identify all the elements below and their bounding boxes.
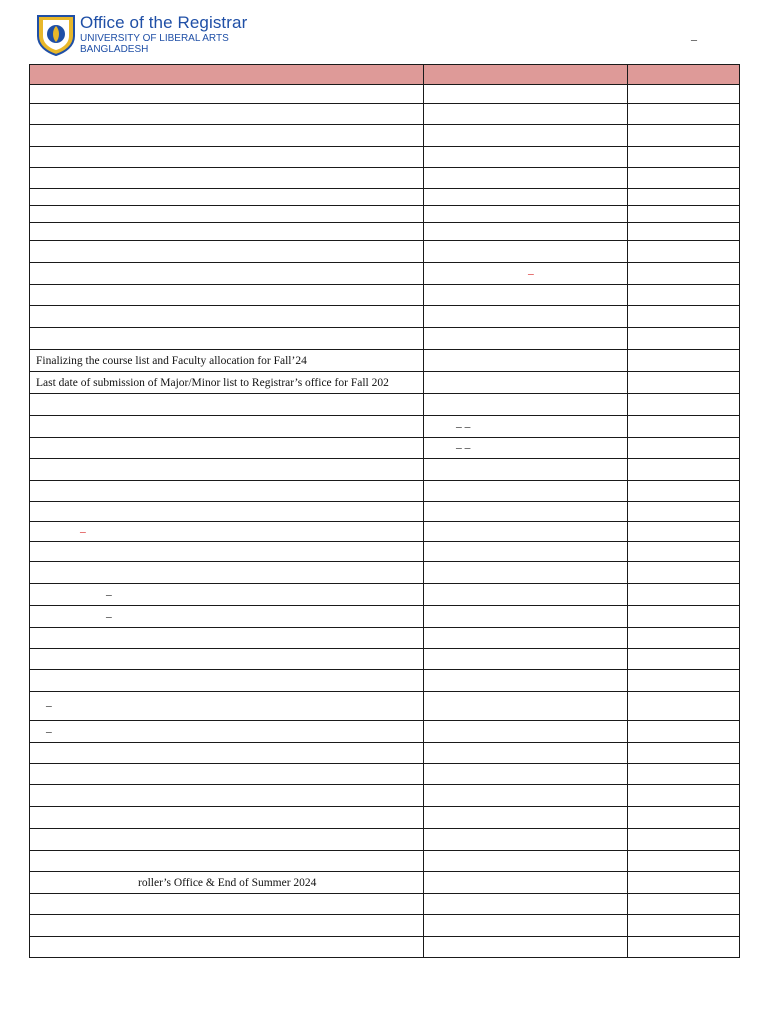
table-row (30, 743, 740, 764)
date-cell (424, 241, 628, 263)
column-header-date (424, 65, 628, 85)
date-cell (424, 743, 628, 764)
table-row (30, 168, 740, 189)
event-cell (30, 829, 424, 851)
table-row (30, 147, 740, 168)
day-cell (628, 807, 740, 829)
event-cell: – (30, 522, 424, 542)
table-header-row (30, 65, 740, 85)
date-cell (424, 692, 628, 721)
table-row (30, 206, 740, 223)
day-cell (628, 241, 740, 263)
day-cell (628, 692, 740, 721)
event-cell (30, 764, 424, 785)
date-cell (424, 562, 628, 584)
day-cell (628, 394, 740, 416)
event-cell: Last date of submission of Major/Minor list to Registrar’s office for Fall 202 (30, 372, 424, 394)
day-cell (628, 263, 740, 285)
event-cell: – (30, 721, 424, 743)
event-cell (30, 125, 424, 147)
event-cell (30, 743, 424, 764)
table-row (30, 692, 740, 721)
day-cell (628, 785, 740, 807)
table-row (30, 394, 740, 416)
date-cell (424, 481, 628, 502)
event-cell (30, 85, 424, 104)
date-cell (424, 104, 628, 125)
date-cell (424, 522, 628, 542)
table-row (30, 481, 740, 502)
table-row (30, 542, 740, 562)
date-cell (424, 306, 628, 328)
event-cell (30, 502, 424, 522)
date-cell (424, 915, 628, 937)
date-cell (424, 502, 628, 522)
table-row (30, 915, 740, 937)
table-row (30, 285, 740, 306)
day-cell (628, 743, 740, 764)
event-cell (30, 785, 424, 807)
day-cell (628, 206, 740, 223)
day-cell (628, 894, 740, 915)
date-cell (424, 459, 628, 481)
table-row (30, 721, 740, 743)
table-row (30, 416, 740, 438)
day-cell (628, 937, 740, 958)
day-cell (628, 522, 740, 542)
event-cell (30, 104, 424, 125)
table-row (30, 764, 740, 785)
day-cell (628, 459, 740, 481)
table-row (30, 306, 740, 328)
event-cell: – (30, 692, 424, 721)
date-cell (424, 285, 628, 306)
table-row (30, 829, 740, 851)
day-cell (628, 851, 740, 872)
day-cell (628, 562, 740, 584)
event-cell (30, 438, 424, 459)
table-row (30, 670, 740, 692)
column-header-day (628, 65, 740, 85)
day-cell (628, 872, 740, 894)
event-cell (30, 628, 424, 649)
date-cell (424, 785, 628, 807)
day-cell (628, 606, 740, 628)
academic-calendar-table (29, 64, 740, 958)
table-row (30, 189, 740, 206)
table-row (30, 628, 740, 649)
date-cell (424, 851, 628, 872)
day-cell (628, 104, 740, 125)
table-row (30, 350, 740, 372)
table-row (30, 85, 740, 104)
date-cell (424, 829, 628, 851)
event-cell: Finalizing the course list and Faculty allocation for Fall’24 (30, 350, 424, 372)
university-name-line2: BANGLADESH (80, 44, 149, 55)
university-name-line1: UNIVERSITY OF LIBERAL ARTS (80, 33, 229, 44)
date-cell (424, 85, 628, 104)
event-cell (30, 807, 424, 829)
day-cell (628, 542, 740, 562)
day-cell (628, 223, 740, 241)
office-title: Office of the Registrar (80, 13, 248, 32)
event-cell (30, 649, 424, 670)
table-row (30, 872, 740, 894)
table-row (30, 263, 740, 285)
day-cell (628, 372, 740, 394)
event-cell (30, 894, 424, 915)
date-cell (424, 125, 628, 147)
table-row (30, 807, 740, 829)
day-cell (628, 147, 740, 168)
date-cell (424, 147, 628, 168)
event-cell (30, 147, 424, 168)
table-row (30, 606, 740, 628)
date-cell (424, 670, 628, 692)
event-cell (30, 459, 424, 481)
event-cell (30, 670, 424, 692)
date-cell: – – (424, 416, 628, 438)
date-cell (424, 721, 628, 743)
date-cell (424, 328, 628, 350)
day-cell (628, 285, 740, 306)
day-cell (628, 350, 740, 372)
event-cell (30, 285, 424, 306)
event-cell (30, 481, 424, 502)
table-row (30, 851, 740, 872)
date-cell (424, 628, 628, 649)
table-row (30, 502, 740, 522)
date-cell (424, 168, 628, 189)
table-row (30, 584, 740, 606)
registrar-header (36, 14, 276, 58)
day-cell (628, 649, 740, 670)
day-cell (628, 416, 740, 438)
date-cell (424, 937, 628, 958)
day-cell (628, 168, 740, 189)
event-cell (30, 263, 424, 285)
date-cell (424, 394, 628, 416)
day-cell (628, 584, 740, 606)
event-cell (30, 937, 424, 958)
date-cell: – (424, 263, 628, 285)
table-row (30, 562, 740, 584)
column-header-event (30, 65, 424, 85)
table-row (30, 894, 740, 915)
day-cell (628, 189, 740, 206)
table-row (30, 223, 740, 241)
day-cell (628, 85, 740, 104)
event-cell (30, 416, 424, 438)
table-row (30, 649, 740, 670)
day-cell (628, 438, 740, 459)
table-row (30, 104, 740, 125)
day-cell (628, 915, 740, 937)
university-name (80, 33, 229, 55)
day-cell (628, 125, 740, 147)
date-cell (424, 223, 628, 241)
event-cell (30, 915, 424, 937)
day-cell (628, 328, 740, 350)
table-row (30, 459, 740, 481)
date-cell (424, 606, 628, 628)
date-cell (424, 807, 628, 829)
event-cell: roller’s Office & End of Summer 2024 (30, 872, 424, 894)
event-cell (30, 206, 424, 223)
day-cell (628, 764, 740, 785)
day-cell (628, 721, 740, 743)
table-row (30, 785, 740, 807)
event-cell (30, 328, 424, 350)
date-cell: – – (424, 438, 628, 459)
event-cell: – (30, 606, 424, 628)
event-cell (30, 241, 424, 263)
event-cell (30, 562, 424, 584)
date-cell (424, 206, 628, 223)
event-cell (30, 168, 424, 189)
table-row (30, 125, 740, 147)
shield-emblem-icon (36, 14, 76, 56)
event-cell: – (30, 584, 424, 606)
day-cell (628, 628, 740, 649)
date-cell (424, 872, 628, 894)
date-cell (424, 764, 628, 785)
day-cell (628, 502, 740, 522)
date-cell (424, 584, 628, 606)
date-cell (424, 350, 628, 372)
date-cell (424, 542, 628, 562)
event-cell (30, 306, 424, 328)
date-cell (424, 649, 628, 670)
event-cell (30, 542, 424, 562)
event-cell (30, 223, 424, 241)
day-cell (628, 481, 740, 502)
table-row (30, 372, 740, 394)
date-cell (424, 894, 628, 915)
table-row (30, 522, 740, 542)
header-corner-mark: – (691, 32, 697, 46)
event-cell (30, 189, 424, 206)
date-cell (424, 189, 628, 206)
day-cell (628, 829, 740, 851)
day-cell (628, 670, 740, 692)
table-row (30, 328, 740, 350)
table-row (30, 241, 740, 263)
day-cell (628, 306, 740, 328)
table-row (30, 937, 740, 958)
event-cell (30, 394, 424, 416)
date-cell (424, 372, 628, 394)
table-row (30, 438, 740, 459)
event-cell (30, 851, 424, 872)
